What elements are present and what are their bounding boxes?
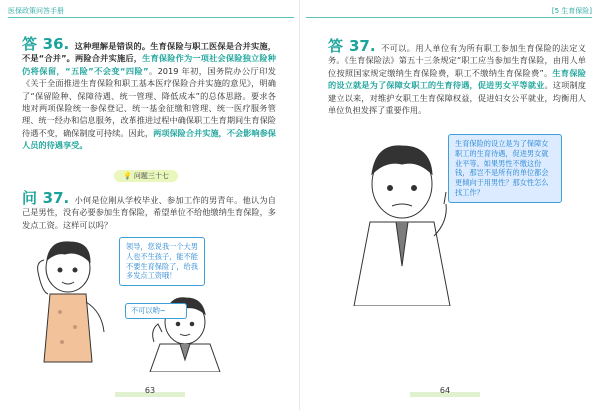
qa-mark: 答 <box>22 35 43 53</box>
page-number-left-text: 63 <box>144 386 156 395</box>
question-badge-label: 问题三十七 <box>133 172 169 180</box>
text-run: 两项保险合并实施，不会影响参保人员的待遇享受。 <box>22 127 276 151</box>
text-run: 男女平等就业 <box>494 80 545 91</box>
header-rule <box>8 17 294 18</box>
qa-mark: 问 <box>22 189 43 207</box>
text-run: 生育保险的设立就是为了保障女职工的生育待遇，促进 <box>328 67 586 91</box>
text-run: 院办公厅印发《关于全面推进生育保险和职工基本医疗保险合并 <box>22 65 276 89</box>
text-run: 保险，多发点工资。这样可以吗？ <box>22 207 276 230</box>
text-run: 续。因此， <box>112 127 154 138</box>
qa-number: 36. <box>42 35 75 53</box>
page-number-left <box>115 386 185 398</box>
text-run: 金征缴和管理、统一医疗服务管理、统一经办和信息服务，改革 <box>22 103 276 126</box>
text-run: 不是“合并”。两险合并实施后， <box>22 53 143 64</box>
text-run: 义务。《生育保险法》第五十三条规定“职工应当参加生育保险， <box>328 43 586 66</box>
page-number-right <box>410 386 480 398</box>
text-run: 费”。 <box>530 67 553 78</box>
text-run: 这种理解是错误的。生育保险与职工医保是合并实施， <box>74 41 276 51</box>
text-run: 推进过程中确保职工生育期间生育保险待遇不变，确保制度可持 <box>22 115 276 138</box>
qa-number: 37. <box>42 189 75 207</box>
running-head-right: [5 生育保险] <box>551 7 592 15</box>
text-run: 不可以。用人单位有为所有职工参加生育保险的法定 <box>381 43 578 53</box>
speech-bubble-official: 生育保险的设立是为了保障女职工的生育待遇，促进男女就业平等。如果男性不缴这份钱，那岂不是所有的单位都会更倾向于用男性？那女性怎么找工作？ <box>448 134 562 203</box>
text-run: 小何是位刚从学校毕业、参加工作的男青年。他认为 <box>74 195 268 205</box>
text-run: 自己是男性，没有必要参加生育保险，希望单位不给他缴纳生育 <box>22 195 276 218</box>
speech-bubble-boss: 不可以哟~ <box>125 303 187 319</box>
text-run: 成本”的总体思路。要求各地对两项保险统一参保登记、统一基 <box>22 90 276 114</box>
question-37 <box>22 189 276 231</box>
running-head-left: 医保政策问答手册 <box>8 7 64 15</box>
answer-37 <box>328 37 586 116</box>
text-run: 。2019 年初，国务 <box>148 65 225 76</box>
text-run: 由用人单位按照国家规定缴纳生育保险费，职工不缴纳生育保险 <box>328 55 586 78</box>
speech-bubble-worker: 领导，您说我一个大男人也不生孩子，能不能不要生育保险了，给我多发点工资哦！ <box>119 237 205 286</box>
answer-36 <box>22 35 276 152</box>
header-rule <box>306 17 592 18</box>
question-badge <box>114 170 178 182</box>
qa-mark: 答 <box>328 37 349 55</box>
lightbulb-icon: 💡 <box>123 172 132 180</box>
text-run: 促进妇女公平就业，均衡用人单位负担发挥了重要作用。 <box>328 92 586 116</box>
text-run: 。这项制度建立以来，对维护女职工生育保障权益， <box>328 80 586 103</box>
right-page <box>300 0 600 410</box>
qa-number: 37. <box>348 37 382 55</box>
text-run: 实施的意见》，明确了“保留险种、保障待遇、统一管理、降低 <box>22 78 276 101</box>
worker-figure <box>38 242 104 362</box>
text-run: 生育保险作为一项社会保险独 <box>142 53 252 64</box>
text-run: 立险种仍将保留，“五险”不会变“四险” <box>22 53 276 76</box>
page-number-right-text: 64 <box>439 386 451 395</box>
